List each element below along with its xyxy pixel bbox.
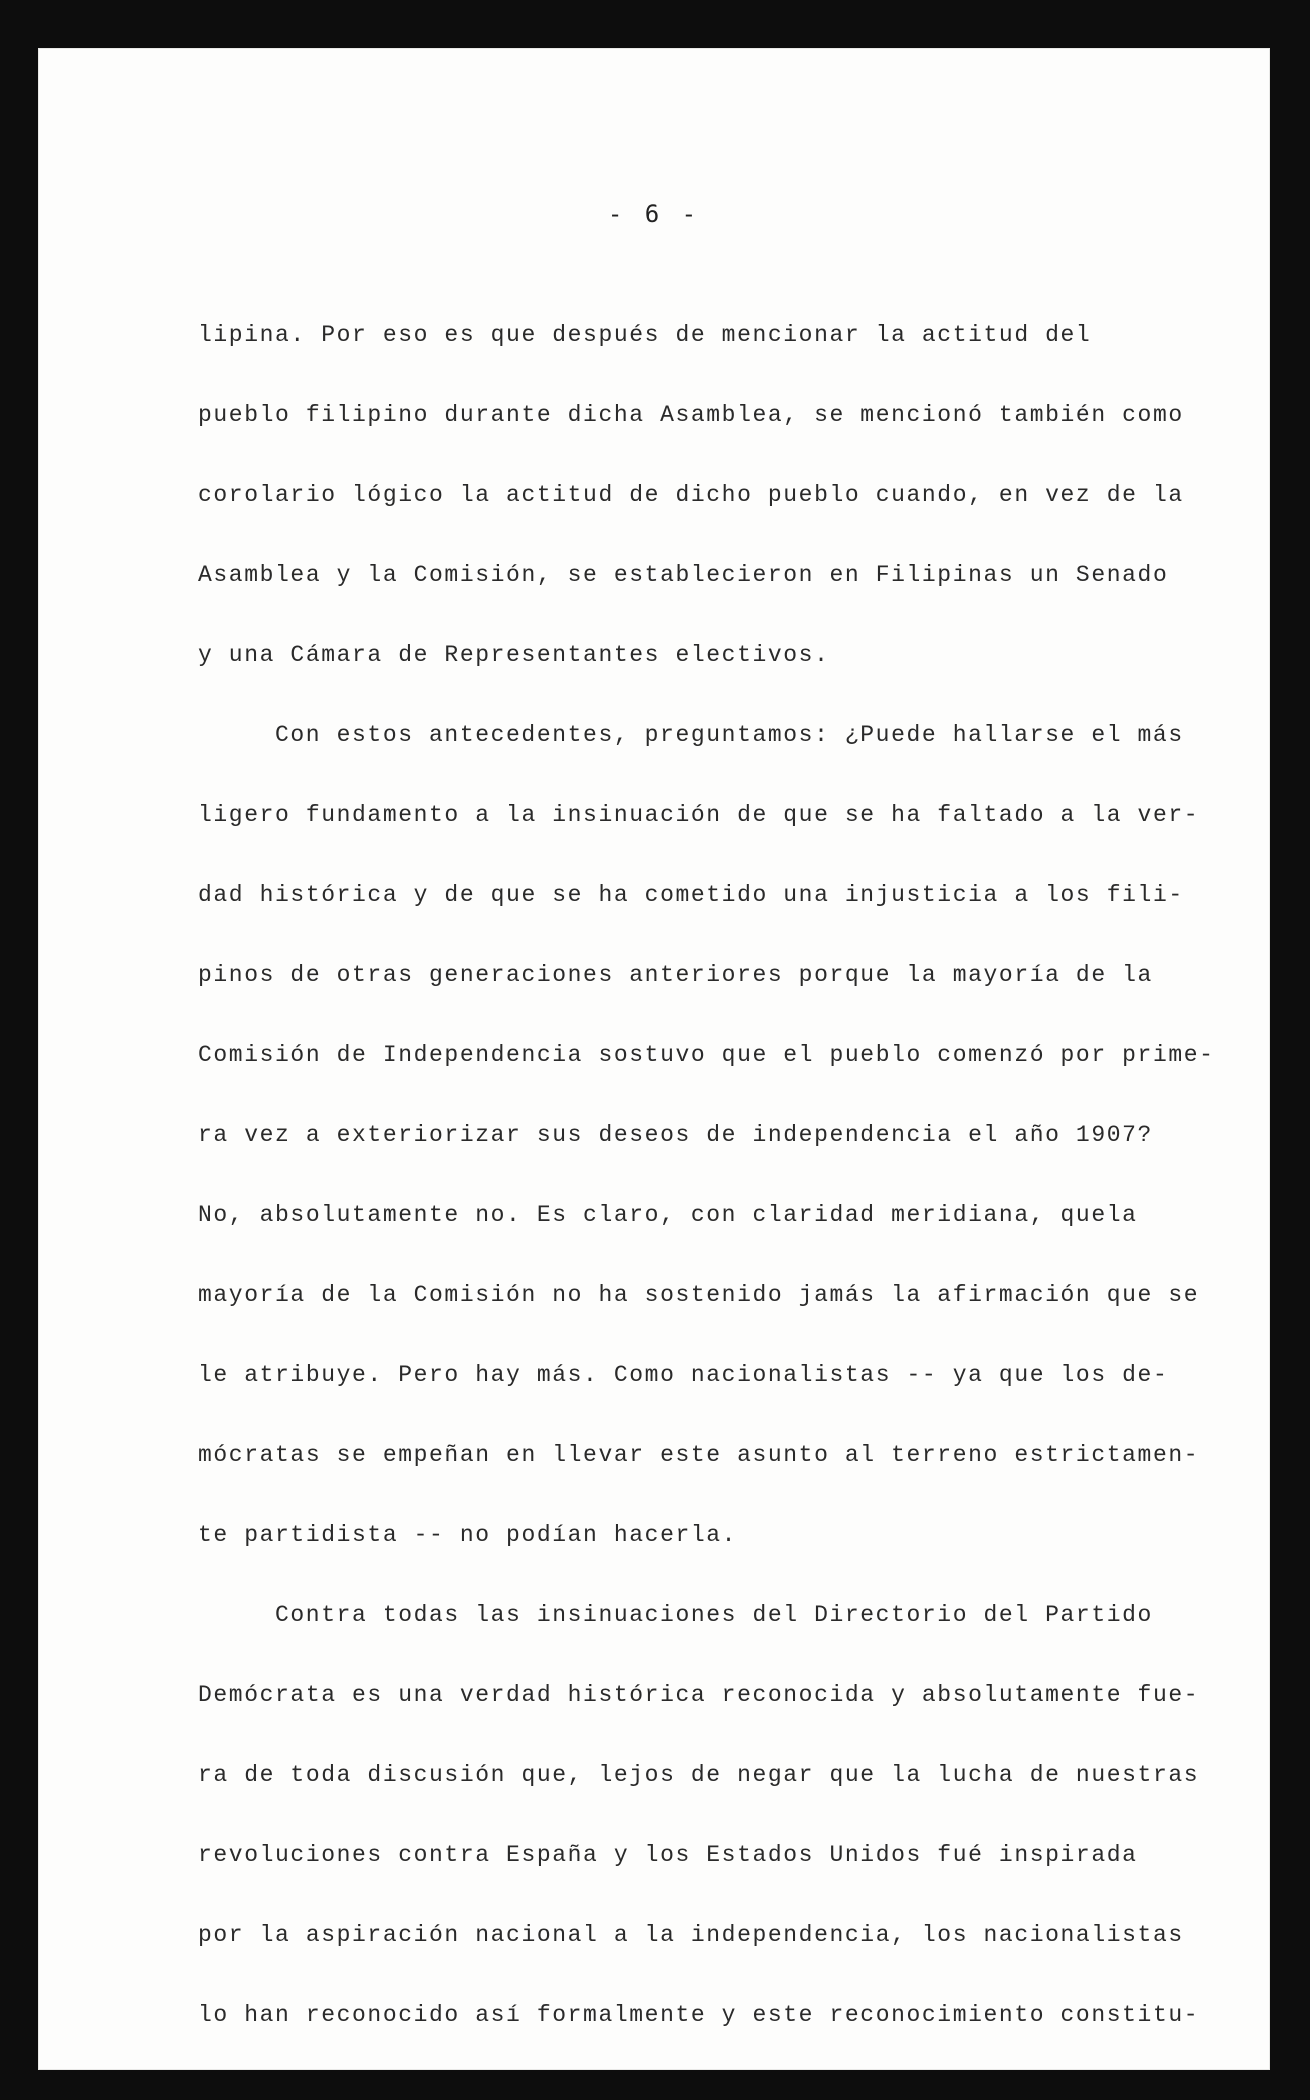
text-line: y una Cámara de Representantes electivos. [198,642,830,668]
document-page [38,48,1270,2070]
text-line: corolario lógico la actitud de dicho pueblo cuando, en vez de la [198,482,1184,508]
text-line: por la aspiración nacional a la independencia, los nacionalistas [198,1922,1184,1948]
text-line: Asamblea y la Comisión, se establecieron en Filipinas un Senado [198,562,1169,588]
text-line: lo han reconocido así formalmente y este reconocimiento constitu- [198,2002,1200,2028]
text-line: Demócrata es una verdad histórica reconocida y absolutamente fue- [198,1682,1200,1708]
paragraph-start-line: Con estos antecedentes, preguntamos: ¿Puede hallarse el más [275,722,1184,748]
text-line: ligero fundamento a la insinuación de que se ha faltado a la ver- [198,802,1200,828]
text-line: te partidista -- no podían hacerla. [198,1522,738,1548]
text-line: mayoría de la Comisión no ha sostenido jamás la afirmación que se [198,1282,1200,1308]
paragraph-start-line: Contra todas las insinuaciones del Directorio del Partido [275,1602,1153,1628]
text-line: No, absolutamente no. Es claro, con claridad meridiana, quela [198,1202,1138,1228]
text-line: revoluciones contra España y los Estados Unidos fué inspirada [198,1842,1138,1868]
text-line: pinos de otras generaciones anteriores porque la mayoría de la [198,962,1153,988]
text-line: ra vez a exteriorizar sus deseos de independencia el año 1907? [198,1122,1153,1148]
page-number: - 6 - [607,200,701,228]
text-line: mócratas se empeñan en llevar este asunto al terreno estrictamen- [198,1442,1200,1468]
text-line: Comisión de Independencia sostuvo que el pueblo comenzó por prime- [198,1042,1215,1068]
text-line: ra de toda discusión que, lejos de negar que la lucha de nuestras [198,1762,1200,1788]
text-line: dad histórica y de que se ha cometido una injusticia a los fili- [198,882,1184,908]
text-line: lipina. Por eso es que después de mencionar la actitud del [198,322,1092,348]
text-line: le atribuye. Pero hay más. Como nacionalistas -- ya que los de- [198,1362,1169,1388]
text-line: pueblo filipino durante dicha Asamblea, se mencionó también como [198,402,1184,428]
